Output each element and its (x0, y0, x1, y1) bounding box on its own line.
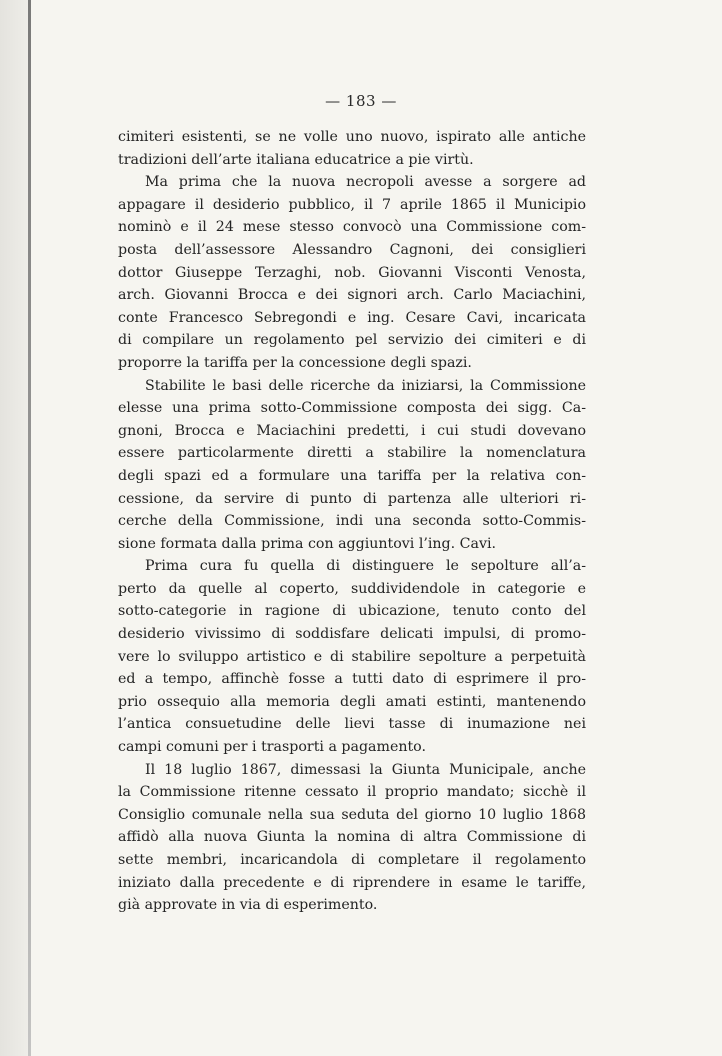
text-line: appagare il desiderio pubblico, il 7 aprile 1865 il Municipio (118, 196, 586, 213)
text-line: Consiglio comunale nella sua seduta del giorno 10 luglio 1868 (118, 806, 586, 823)
body-text (118, 126, 586, 917)
text-line: nominò e il 24 mese stesso convocò una Commissione com- (118, 219, 586, 236)
text-line: prio ossequio alla memoria degli amati estinti, mantenendo (118, 693, 586, 710)
text-line: sette membri, incaricandola di completare il regolamento (118, 852, 586, 868)
page-number: — 183 — (325, 92, 397, 110)
text-line: dottor Giuseppe Terzaghi, nob. Giovanni Visconti Venosta, (118, 264, 586, 281)
text-line: affidò alla nuova Giunta la nomina di altra Commissione di (118, 829, 586, 846)
text-line: cessione, da servire di punto di partenza alle ulteriori ri- (118, 490, 586, 507)
text-line: perto da quelle al coperto, suddividendole in categorie e (118, 580, 586, 597)
text-line: proporre la tariffa per la concessione degli spazi. (118, 354, 472, 371)
text-line: Ma prima che la nuova necropoli avesse a sorgere ad (145, 174, 586, 191)
text-line: Prima cura fu quella di distinguere le sepolture all’a- (145, 558, 586, 575)
text-line: la Commissione ritenne cessato il proprio mandato; sicchè il (118, 784, 586, 801)
text-line: arch. Giovanni Brocca e dei signori arch. Carlo Maciachini, (118, 287, 586, 304)
text-line: degli spazi ed a formulare una tariffa per la relativa con- (118, 467, 586, 484)
text-line: ed a tempo, affinchè fosse a tutti dato di esprimere il pro- (118, 671, 586, 688)
text-line: tradizioni dell’arte italiana educatrice a pie virtù. (118, 151, 474, 168)
text-line: iniziato dalla precedente e di riprendere in esame le tariffe, (118, 874, 586, 891)
text-line: elesse una prima sotto-Commissione composta dei sigg. Ca- (118, 400, 586, 417)
binding-edge (28, 0, 31, 1056)
text-line: Stabilite le basi delle ricerche da iniziarsi, la Commissione (145, 377, 586, 394)
text-line: sione formata dalla prima con aggiuntovi l’ing. Cavi. (118, 535, 497, 552)
text-line: di compilare un regolamento pel servizio dei cimiteri e di (118, 332, 586, 349)
text-line: campi comuni per i trasporti a pagamento. (118, 739, 426, 756)
text-line: desiderio vivissimo di soddisfare delicati impulsi, di promo- (118, 626, 586, 643)
text-line: essere particolarmente diretti a stabilire la nomenclatura (118, 445, 586, 462)
text-line: l’antica consuetudine delle lievi tasse di inumazione nei (118, 716, 586, 733)
text-line: conte Francesco Sebregondi e ing. Cesare Cavi, incaricata (118, 309, 586, 326)
text-line: sotto-categorie in ragione di ubicazione, tenuto conto del (118, 603, 586, 620)
text-line: già approvate in via di esperimento. (118, 897, 378, 914)
text-line: gnoni, Brocca e Maciachini predetti, i cui studi dovevano (118, 422, 586, 439)
text-line: posta dell’assessore Alessandro Cagnoni, dei consiglieri (118, 241, 586, 258)
text-line: Il 18 luglio 1867, dimessasi la Giunta Municipale, anche (145, 761, 586, 778)
text-line: cimiteri esistenti, se ne volle uno nuovo, ispirato alle antiche (118, 129, 586, 145)
text-line: cerche della Commissione, indi una seconda sotto-Commis- (118, 513, 586, 530)
text-line: vere lo sviluppo artistico e di stabilire sepolture a perpetuità (118, 648, 586, 665)
binding-margin (0, 0, 28, 1056)
